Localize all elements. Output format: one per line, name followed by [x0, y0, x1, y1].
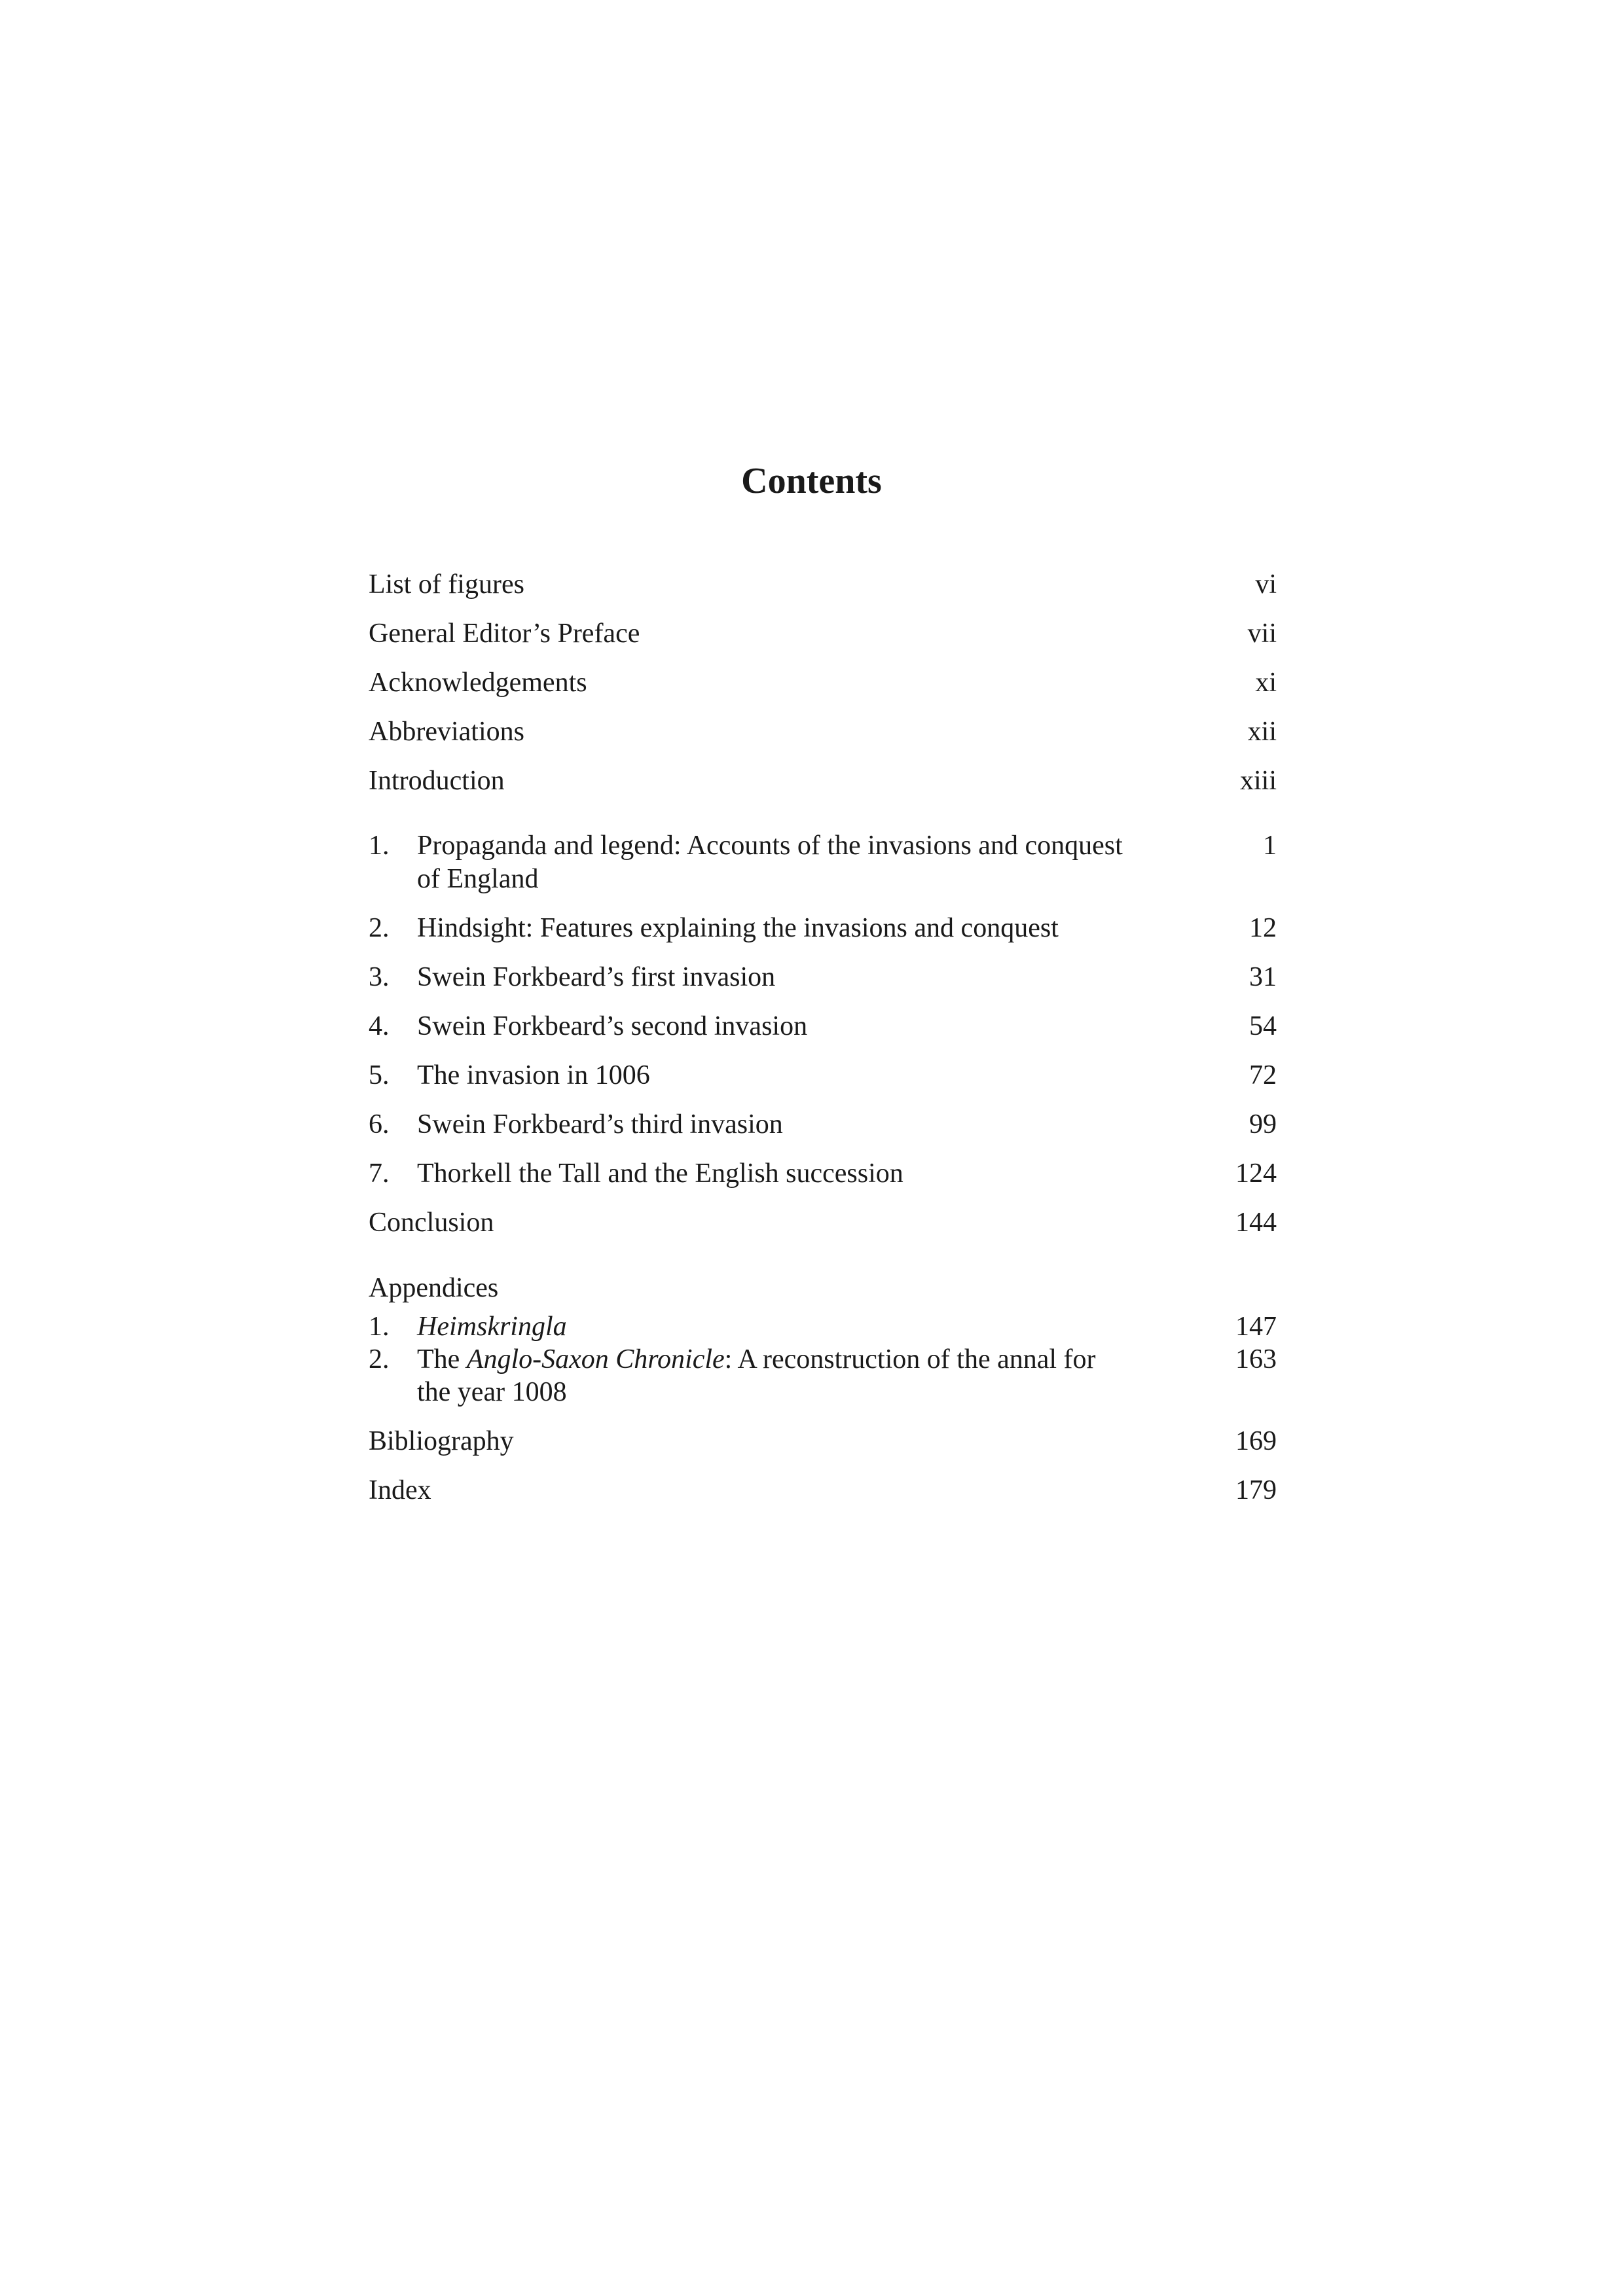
toc-entry-label: Acknowledgements [369, 668, 587, 698]
chapter-title: Swein Forkbeard’s second invasion [417, 1011, 808, 1041]
toc-entry-page: 31 [1249, 962, 1277, 992]
chapter-title: Swein Forkbeard’s third invasion [417, 1109, 783, 1139]
appendix-title [417, 1310, 1203, 1344]
chapter-number: 2. [369, 913, 390, 943]
appendix-title-italic: Heimskringla [417, 1312, 567, 1342]
toc-entry-page: 147 [1235, 1312, 1277, 1342]
chapter-number: 5. [369, 1060, 390, 1090]
chapter-title-line-1: Propaganda and legend: Accounts of the invasions and conquest [417, 831, 1123, 861]
toc-entry-page: xi [1255, 668, 1277, 698]
appendix-title-prefix: The [417, 1344, 467, 1374]
appendix-title [417, 1343, 1203, 1376]
toc-entry-page: 163 [1235, 1344, 1277, 1374]
chapter-title: The invasion in 1006 [417, 1060, 650, 1090]
appendix-number: 1. [369, 1312, 390, 1342]
chapter-title: Thorkell the Tall and the English succession [417, 1158, 903, 1189]
toc-entry-page: 144 [1235, 1208, 1277, 1238]
toc-entry-page: vii [1247, 619, 1277, 649]
toc-entry-label: Index [369, 1475, 431, 1505]
toc-entry-label: List of figures [369, 569, 524, 600]
chapter-title: Swein Forkbeard’s first invasion [417, 962, 776, 992]
toc-entry-page: 1 [1263, 831, 1277, 861]
page-title: Contents [741, 461, 882, 501]
toc-entry-page: vi [1255, 569, 1277, 600]
chapter-number: 6. [369, 1109, 390, 1139]
toc-entry-page: 99 [1249, 1109, 1277, 1139]
toc-entry-page: 54 [1249, 1011, 1277, 1041]
toc-entry-page: xiii [1239, 766, 1277, 796]
toc-entry-page: 124 [1235, 1158, 1277, 1189]
toc-entry-page: 12 [1249, 913, 1277, 943]
appendix-title-line-2: the year 1008 [417, 1377, 567, 1407]
toc-entry-page: 169 [1235, 1426, 1277, 1456]
chapter-title: Hindsight: Features explaining the invasions and conquest [417, 913, 1059, 943]
toc-entry-label: General Editor’s Preface [369, 619, 640, 649]
chapter-number: 3. [369, 962, 390, 992]
toc-entry-label: Introduction [369, 766, 505, 796]
appendix-title-italic: Anglo-Saxon Chronicle [466, 1344, 725, 1374]
appendices-heading: Appendices [369, 1273, 499, 1303]
chapter-number: 7. [369, 1158, 390, 1189]
toc-entry-page: 179 [1235, 1475, 1277, 1505]
toc-entry-page: 72 [1249, 1060, 1277, 1090]
appendix-number: 2. [369, 1344, 390, 1374]
toc-entry-label: Conclusion [369, 1208, 494, 1238]
toc-entry-label: Bibliography [369, 1426, 514, 1456]
chapter-number: 1. [369, 831, 390, 861]
toc-entry-label: Abbreviations [369, 717, 524, 747]
chapter-number: 4. [369, 1011, 390, 1041]
chapter-title-line-2: of England [417, 864, 539, 894]
appendix-title-suffix: : A reconstruction of the annal for [724, 1344, 1096, 1374]
toc-entry-page: xii [1247, 717, 1277, 747]
